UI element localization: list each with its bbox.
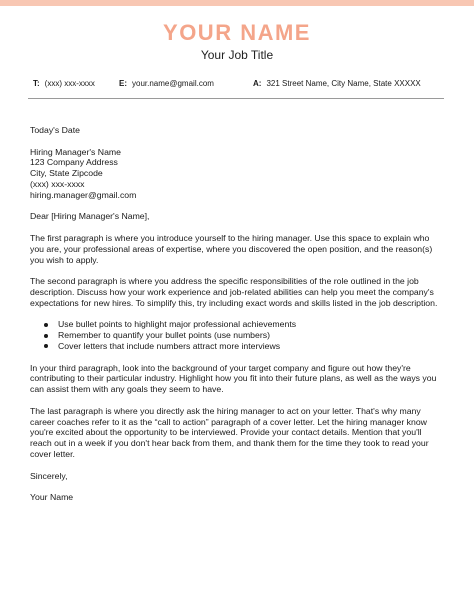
recipient-name: Hiring Manager's Name: [30, 146, 121, 157]
bullet-text: Use bullet points to highlight major professional achievements: [58, 319, 297, 330]
paragraph-intro: The first paragraph is where you introduce yourself to the hiring manager. Use this space to explain who you are, your professional areas of expertise, where you discovered the open position, and the reason(s) you wish to apply.: [30, 232, 433, 265]
bullet-icon: [44, 344, 48, 348]
bullet-icon: [44, 323, 48, 327]
list-item: [44, 319, 440, 330]
paragraph-responsibilities: The second paragraph is where you address the specific responsibilities of the role outlined in the job description. Discuss how your work experience and job-related abilities can help you meet the company's expectations for new hires. To simplify this, try including exact words and skills listed in the job description.: [30, 276, 438, 308]
contact-phone: [33, 78, 95, 89]
top-accent-bar: [0, 0, 474, 6]
recipient-address: 123 Company Address: [30, 157, 118, 168]
phone-label: T:: [33, 79, 40, 88]
recipient-email: hiring.manager@gmail.com: [30, 189, 137, 200]
paragraph-company: In your third paragraph, look into the background of your target company and figure out how they're contributing to their particular industry. Highlight how you fit into their future plans, as well as the ways you can assist them with any goals they seem to have.: [30, 362, 437, 395]
salutation: Dear [Hiring Manager's Name],: [30, 211, 150, 222]
bullet-text: Cover letters that include numbers attract more interviews: [58, 340, 281, 351]
achievement-list: [30, 319, 440, 351]
list-item: [44, 341, 440, 352]
phone-value: (xxx) xxx-xxxx: [44, 79, 95, 88]
list-item: [44, 330, 440, 341]
email-label: E:: [119, 79, 127, 88]
applicant-name: YOUR NAME: [163, 20, 311, 45]
bullet-text: Remember to quantify your bullet points (use numbers): [58, 330, 270, 341]
contact-email: [119, 78, 214, 89]
job-title: Your Job Title: [200, 48, 274, 62]
email-value: your.name@gmail.com: [132, 79, 214, 88]
contact-address: [253, 78, 421, 89]
recipient-city: City, State Zipcode: [30, 168, 103, 179]
address-value: 321 Street Name, City Name, State XXXXX: [266, 79, 421, 88]
bullet-icon: [44, 334, 48, 338]
paragraph-call-to-action: The last paragraph is where you directly ask the hiring manager to act on your letter. That's why many career coaches refer to it as the “call to action” paragraph of a cover letter. Let the hiring manager know you're excited about the opportunity to be interviewed. Provide your contact details. Mention that you'll reach out in a week if you don't hear back from them, and thank them for the time they took to read your cover letter.: [30, 405, 429, 459]
signature: Your Name: [30, 492, 74, 503]
header-divider: [28, 98, 444, 99]
letter-date: Today's Date: [30, 125, 80, 135]
recipient-phone: (xxx) xxx-xxxx: [30, 178, 85, 189]
address-label: A:: [253, 79, 262, 88]
closing: Sincerely,: [30, 470, 68, 481]
letter-body: [30, 125, 440, 503]
